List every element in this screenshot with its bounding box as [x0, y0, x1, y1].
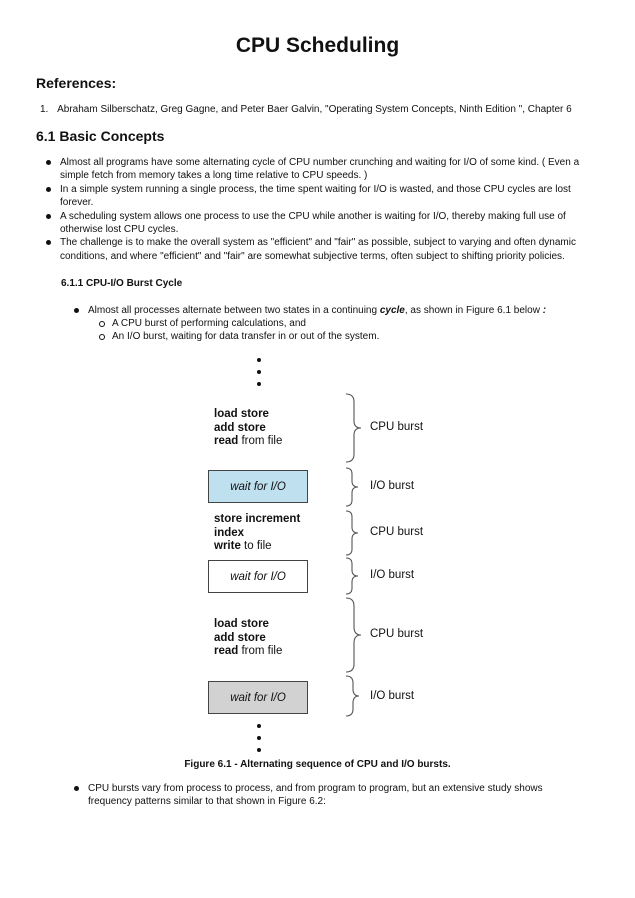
instruction-keyword: index: [214, 526, 245, 539]
cpu-instructions-3: [214, 618, 282, 659]
cpu-burst-label: CPU burst: [370, 526, 424, 538]
instruction-line: [214, 408, 282, 422]
burst-frequency-list: [72, 782, 572, 809]
instruction-line: [214, 435, 282, 449]
references-heading: References:: [36, 75, 117, 91]
page-title: CPU Scheduling: [235, 34, 400, 57]
instruction-line: [214, 645, 282, 659]
ellipsis-dot: [257, 748, 261, 752]
sub-list-item: [72, 330, 592, 343]
circle-bullet: [99, 334, 105, 340]
instruction-keyword: read: [214, 645, 239, 657]
cpu-instructions-1: [214, 408, 282, 449]
list-item-text: In a simple system running a single process, the time spent waiting for I/O is wasted, and those CPU cycles are lost forever.: [60, 183, 571, 209]
reference-number: 1.: [40, 104, 49, 115]
reference-text: Abraham Silberschatz, Greg Gagne, and Peter Baer Galvin, "Operating System Concepts, Ninth Edition ", Chapter 6: [57, 104, 572, 115]
list-item-text: A scheduling system allows one process to use the CPU while another is waiting for I/O, thereby making full use of otherwise lost CPU cycles.: [60, 210, 566, 236]
brace-io-burst-2: [346, 558, 358, 594]
instruction-line: [214, 618, 282, 632]
list-item: [72, 304, 592, 317]
list-item-text: Almost all programs have some alternating cycle of CPU number crunching and waiting for I/O of some kind. ( Even a simple fetch from memory takes a long time relative to CPU speeds. ): [60, 157, 580, 182]
instruction-line: [214, 632, 282, 646]
brace-cpu-burst-1: [346, 394, 361, 462]
list-item-text: Almost all processes alternate between two states in a continuing: [88, 305, 380, 316]
instruction-keyword: load store: [214, 408, 269, 420]
list-item-text: The challenge is to make the overall system as "efficient" and "fair" as possible, subject to varying and often dynamic conditions, and where "efficient" and "fair" are somewhat subjective terms, often subject to shifting priority policies.: [60, 237, 576, 262]
brace-cpu-burst-2: [346, 511, 358, 555]
ellipsis-dot: [257, 736, 261, 740]
list-item-colon: :: [539, 305, 547, 316]
burst-cycle-list: [72, 304, 592, 343]
brace-cpu-burst-3: [346, 598, 361, 672]
sub-list-item: [72, 317, 592, 330]
list-item: [44, 210, 599, 237]
list-item: [44, 236, 599, 263]
list-item: [44, 156, 599, 183]
instruction-keyword: add store: [214, 421, 266, 434]
circle-bullet: [99, 321, 105, 327]
list-item-text: CPU bursts vary from process to process, and from program to program, but an extensive study shows frequency patterns similar to that shown in Figure 6.2:: [88, 783, 543, 808]
cpu-instructions-2: [214, 513, 300, 554]
cpu-burst-label: CPU burst: [370, 628, 424, 640]
io-wait-box-3: wait for I/O: [208, 681, 308, 714]
io-wait-box-2: wait for I/O: [208, 560, 308, 593]
figure-caption: Figure 6.1 - Alternating sequence of CPU and I/O bursts.: [184, 759, 451, 770]
ellipsis-dot: [257, 370, 261, 374]
instruction-line: [214, 540, 300, 554]
list-item: [72, 782, 572, 809]
instruction-keyword: load store: [214, 618, 269, 630]
io-burst-label: I/O burst: [370, 569, 415, 581]
ellipsis-dot: [257, 358, 261, 362]
bullet-dot: [46, 187, 51, 192]
instruction-rest: from file: [238, 645, 283, 657]
instruction-keyword: add store: [214, 631, 266, 644]
sub-list-item-text: A CPU burst of performing calculations, and: [112, 318, 306, 329]
brace-io-burst-3: [346, 676, 359, 716]
io-burst-label: I/O burst: [370, 690, 415, 702]
instruction-keyword: store increment: [214, 513, 301, 525]
subsection-heading: 6.1.1 CPU-I/O Burst Cycle: [61, 278, 183, 289]
ellipsis-dot: [257, 382, 261, 386]
section-heading: 6.1 Basic Concepts: [36, 128, 165, 144]
bullet-dot: [74, 786, 79, 791]
instruction-keyword: read: [214, 435, 239, 447]
basic-concepts-list: [44, 156, 599, 263]
bullet-dot: [74, 308, 79, 313]
list-item-text-end: , as shown in Figure 6.1 below: [404, 305, 540, 316]
bullet-dot: [46, 240, 51, 245]
instruction-rest: to file: [240, 540, 272, 552]
instruction-line: [214, 513, 300, 527]
brace-io-burst-1: [346, 468, 358, 506]
cpu-burst-label: CPU burst: [370, 421, 424, 433]
io-burst-label: I/O burst: [370, 480, 415, 492]
io-wait-box-1: wait for I/O: [208, 470, 308, 503]
reference-item: [40, 103, 572, 116]
instruction-keyword: write: [214, 540, 241, 552]
instruction-line: [214, 527, 300, 541]
instruction-rest: from file: [238, 435, 283, 447]
ellipsis-dot: [257, 724, 261, 728]
list-item: [44, 183, 599, 210]
emphasis-cycle: cycle: [379, 305, 405, 316]
bullet-dot: [46, 214, 51, 219]
instruction-line: [214, 422, 282, 436]
sub-list-item-text: An I/O burst, waiting for data transfer in or out of the system.: [112, 331, 380, 342]
bullet-dot: [46, 160, 51, 165]
